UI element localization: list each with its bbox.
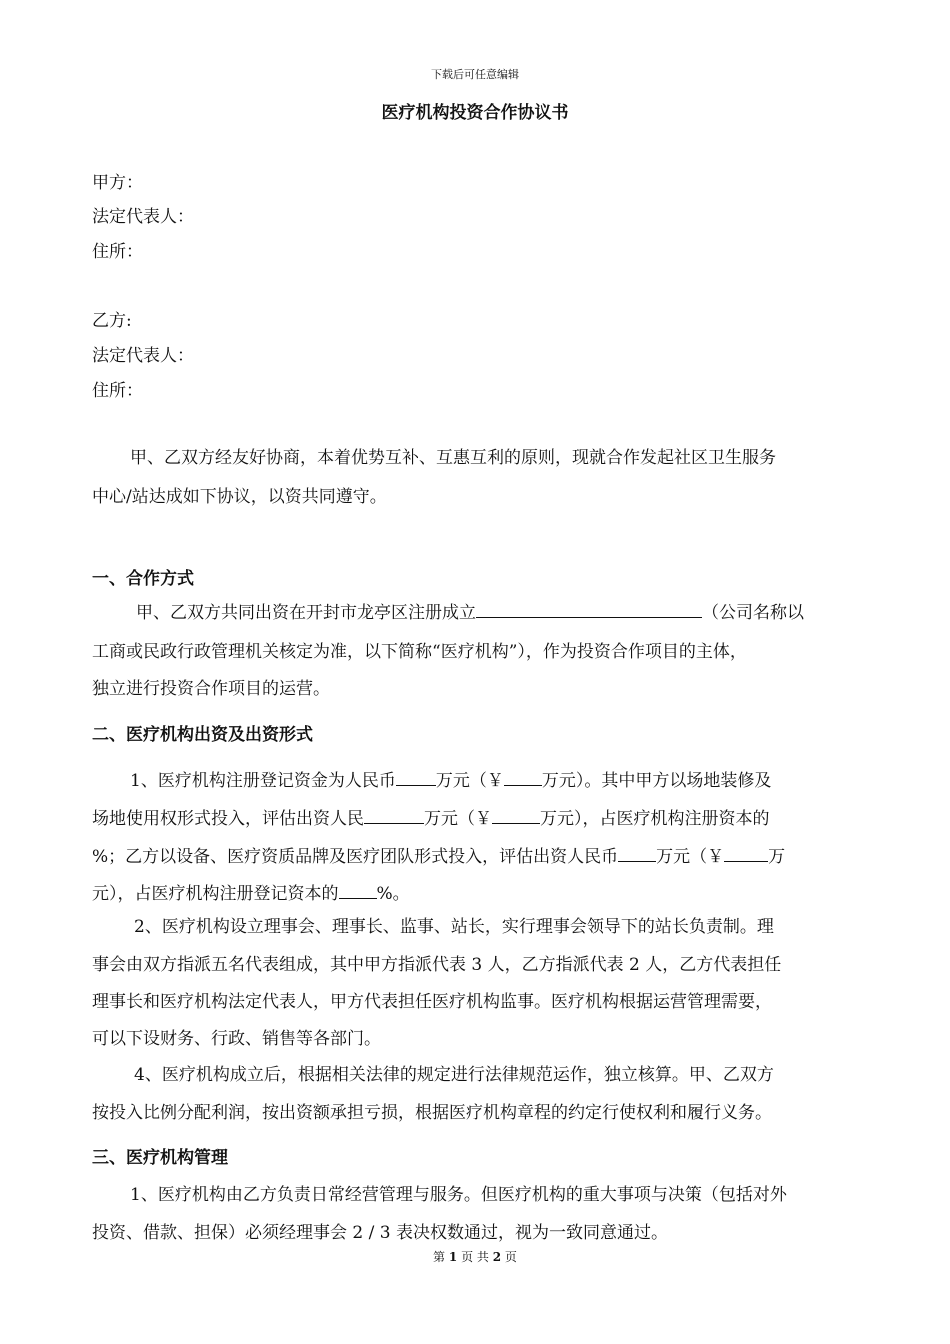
text: 万 [768,847,786,867]
section-2-heading: 二、医疗机构出资及出资形式 [92,725,313,745]
section-1-line-2: 工商或民政行政管理机关核定为准，以下简称“医疗机构”），作为投资合作项目的主体， [92,642,747,662]
page-footer [0,1248,950,1265]
section-2-p4-line-1: 4、医疗机构成立后，根据相关法律的规定进行法律规范运作，独立核算。甲、乙双方 [134,1065,774,1085]
header-note: 下载后可任意编辑 [431,68,519,81]
party-a-representative: 法定代表人： [92,207,194,227]
text: %；乙方以设备、医疗资质品牌及医疗团队形式投入，评估出资人民币 [92,847,619,867]
section-1-text-b: （公司名称以 [702,603,804,623]
intro-line-2: 中心/站达成如下协议，以资共同遵守。 [92,487,387,507]
document-title: 医疗机构投资合作协议书 [381,103,569,123]
section-2-p1-line-4 [92,879,410,904]
footer-prefix: 第 [433,1250,446,1264]
party-b-label: 乙方: [92,311,132,331]
party-b-representative: 法定代表人： [92,346,194,366]
section-2-p2-line-2: 事会由双方指派五名代表组成，其中甲方指派代表 3 人，乙方指派代表 2 人，乙方代表担任 [92,955,782,975]
footer-mid: 页 共 [461,1250,489,1264]
section-2-p2-line-1: 2、医疗机构设立理事会、理事长、监事、站长，实行理事会领导下的站长负责制。理 [134,917,774,937]
footer-suffix: 页 [504,1250,517,1264]
section-2-p1-line-2 [92,804,770,829]
blank [339,881,377,899]
blank [724,844,768,862]
party-b-address: 住所： [92,381,143,401]
blank [618,844,656,862]
blank [504,768,542,786]
section-3-line-1: 1、医疗机构由乙方负责日常经营管理与服务。但医疗机构的重大事项与决策（包括对外 [130,1185,787,1205]
blank [364,806,424,824]
text: 万元（￥ [424,809,492,829]
intro-line-1: 甲、乙双方经友好协商，本着优势互补、互惠互利的原则，现就合作发起社区卫生服务 [130,448,776,468]
section-1-text-a: 甲、乙双方共同出资在开封市龙亭区注册成立 [136,603,476,623]
text: 万元（￥ [435,771,504,791]
section-2-p2-line-4: 可以下设财务、行政、销售等各部门。 [92,1029,381,1049]
text: 万元（￥ [656,847,725,867]
text: 场地使用权形式投入，评估出资人民 [92,809,364,829]
text: 1、医疗机构注册登记资金为人民币 [130,771,396,791]
party-a-label: 甲方： [92,173,143,193]
blank [492,806,540,824]
section-2-p2-line-3: 理事长和医疗机构法定代表人，甲方代表担任医疗机构监事。医疗机构根据运营管理需要， [92,992,772,1012]
section-3-heading: 三、医疗机构管理 [92,1148,228,1168]
section-1-line-3: 独立进行投资合作项目的运营。 [92,679,330,699]
text: 万元），占医疗机构注册资本的 [540,809,770,829]
section-2-p1-line-3 [92,842,785,867]
total-page-number: 2 [492,1250,502,1264]
text: %。 [376,884,410,904]
party-a-address: 住所： [92,242,143,262]
section-1-line-1 [136,598,804,623]
section-2-p4-line-2: 按投入比例分配利润，按出资额承担亏损，根据医疗机构章程的约定行使权利和履行义务。 [92,1103,772,1123]
section-2-p1-line-1 [130,766,771,791]
section-3-line-2: 投资、借款、担保）必须经理事会 2 / 3 表决权数通过，视为一致同意通过。 [92,1223,668,1243]
section-1-heading: 一、合作方式 [92,569,194,589]
text: 元），占医疗机构注册登记资本的 [92,884,339,904]
company-name-blank [476,600,702,618]
current-page-number: 1 [448,1250,458,1264]
text: 万元）。其中甲方以场地装修及 [541,771,772,791]
blank [396,768,436,786]
